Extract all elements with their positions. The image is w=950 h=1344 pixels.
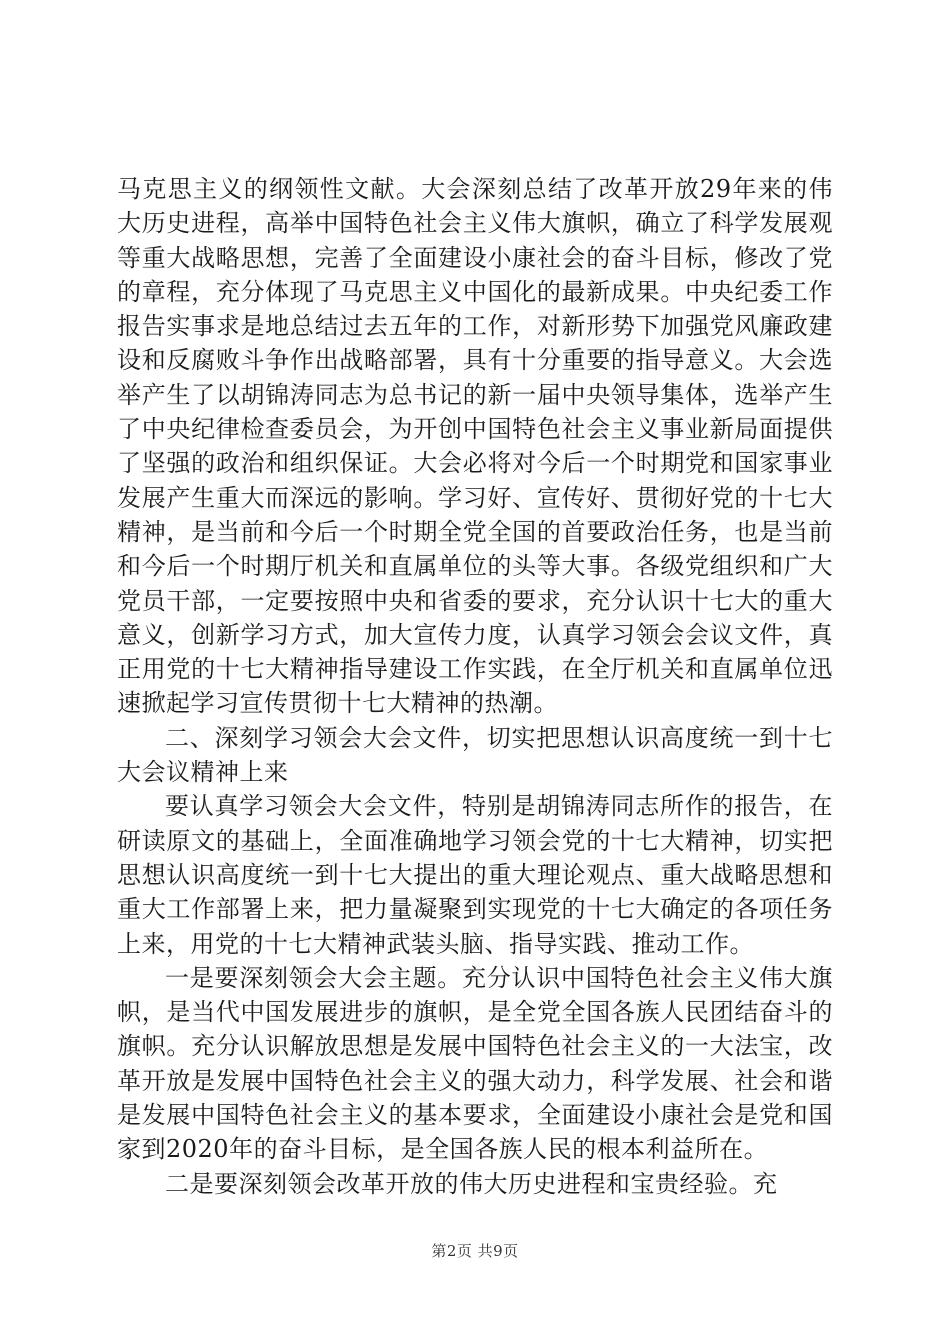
paragraph-continuation: 马克思主义的纲领性文献。大会深刻总结了改革开放29年来的伟大历史进程，高举中国特色社会主义伟大旗帜，确立了科学发展观等重大战略思想，完善了全面建设小康社会的奋斗目标，修改了党的章程，充分体现了马克思主义中国化的最新成果。中央纪委工作报告实事求是地总结过去五年的工作，对新形势下加强党风廉政建设和反腐败斗争作出战略部署，具有十分重要的指导意义。大会选举产生了以胡锦涛同志为总书记的新一届中央领导集体，选举产生了中央纪律检查委员会，为开创中国特色社会主义事业新局面提供了坚强的政治和组织保证。大会必将对今后一个时期党和国家事业发展产生重大而深远的影响。学习好、宣传好、贯彻好党的十七大精神，是当前和今后一个时期全党全国的首要政治任务，也是当前和今后一个时期厅机关和直属单位的头等大事。各级党组织和广大党员干部，一定要按照中央和省委的要求，充分认识十七大的重大意义，创新学习方式，加大宣传力度，认真学习领会会议文件，真正用党的十七大精神指导建设工作实践，在全厅机关和直属单位迅速掀起学习宣传贯彻十七大精神的热潮。 <box>117 175 833 718</box>
paragraph: 二是要深刻领会改革开放的伟大历史进程和宝贵经验。充 <box>165 1169 778 1198</box>
paragraph: 一是要深刻领会大会主题。充分认识中国特色社会主义伟大旗帜，是当代中国发展进步的旗帜，是全党全国各族人民团结奋斗的旗帜。充分认识解放思想是发展中国特色社会主义的一大法宝，改革开放是发展中国特色社会主义的强大动力，科学发展、社会和谐是发展中国特色社会主义的基本要求，全面建设小康社会是党和国家到2020年的奋斗目标，是全国各族人民的根本利益所在。 <box>117 963 833 1164</box>
paragraph: 要认真学习领会大会文件，特别是胡锦涛同志所作的报告，在研读原文的基础上，全面准确地学习领会党的十七大精神，切实把思想认识高度统一到十七大提出的重大理论观点、重大战略思想和重大工作部署上来，把力量凝聚到实现党的十七大确定的各项任务上来，用党的十七大精神武装头脑、指导实践、推动工作。 <box>117 792 833 958</box>
section-heading: 二、深刻学习领会大会文件，切实把思想认识高度统一到十七大会议精神上来 <box>117 723 833 787</box>
page-number-footer: 第2页 共9页 <box>431 1242 519 1260</box>
document-body <box>117 172 833 1201</box>
